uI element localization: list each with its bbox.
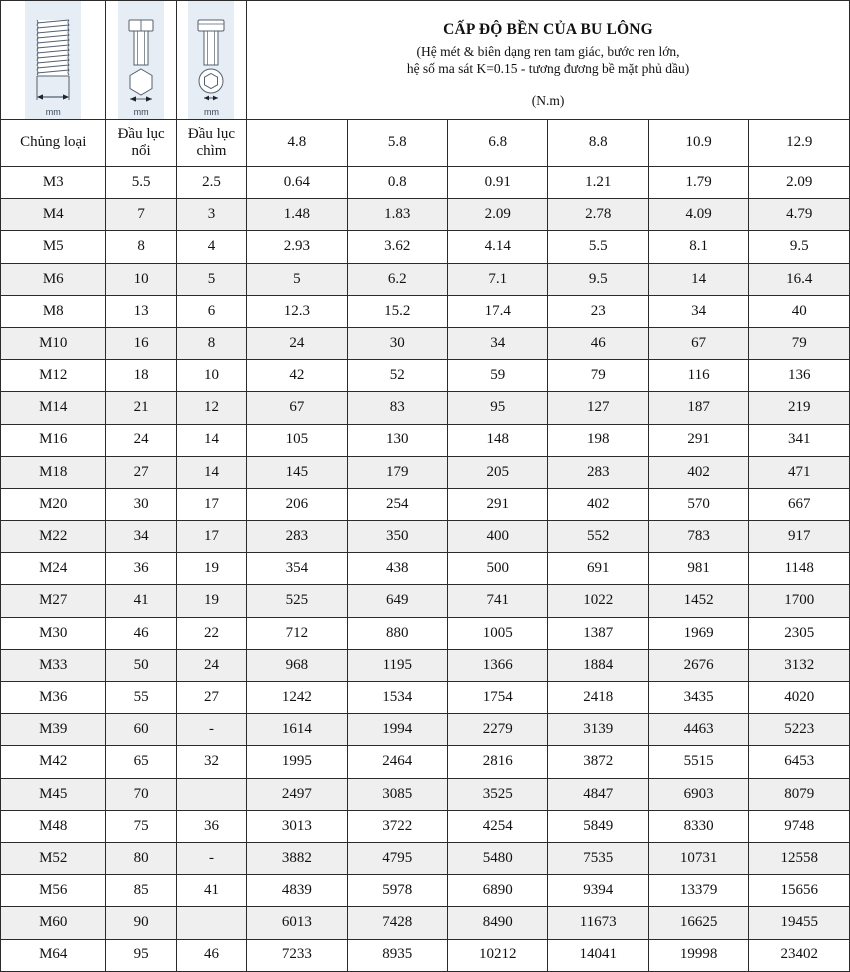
hex-inner-image-panel [188, 1, 234, 119]
table-cell: 4.79 [749, 199, 850, 231]
table-cell: 402 [648, 456, 748, 488]
table-cell: 1.21 [548, 167, 648, 199]
cell-bolt-size: M4 [1, 199, 106, 231]
table-cell: 1005 [448, 617, 548, 649]
table-cell: 1700 [749, 585, 850, 617]
table-cell: 16625 [648, 907, 748, 939]
table-cell: 283 [247, 521, 347, 553]
table-cell: 22 [176, 617, 246, 649]
table-cell: 1.83 [347, 199, 447, 231]
table-row [1, 778, 850, 810]
table-cell: 667 [749, 488, 850, 520]
cell-bolt-size: M52 [1, 842, 106, 874]
table-cell: 67 [247, 392, 347, 424]
table-cell: - [176, 842, 246, 874]
table-cell: 32 [176, 746, 246, 778]
table-cell: 34 [106, 521, 176, 553]
table-cell: 24 [106, 424, 176, 456]
table-cell: 917 [749, 521, 850, 553]
table-cell: 402 [548, 488, 648, 520]
cell-bolt-size: M5 [1, 231, 106, 263]
hex-inner-mm-label: mm [203, 107, 219, 117]
table-cell: 46 [106, 617, 176, 649]
header-hex-outer-line1: Đầu lục [117, 126, 165, 142]
table-cell: 6453 [749, 746, 850, 778]
table-cell: 75 [106, 810, 176, 842]
cell-bolt-size: M30 [1, 617, 106, 649]
table-cell: 8935 [347, 939, 447, 971]
header-hex-outer [106, 120, 176, 167]
table-cell: 3722 [347, 810, 447, 842]
table-cell: 83 [347, 392, 447, 424]
table-cell: 41 [106, 585, 176, 617]
cell-bolt-size: M8 [1, 295, 106, 327]
table-cell: 36 [176, 810, 246, 842]
table-cell: 6903 [648, 778, 748, 810]
cell-bolt-size: M6 [1, 263, 106, 295]
table-cell: 4020 [749, 682, 850, 714]
table-cell: 5.5 [106, 167, 176, 199]
table-cell: 3435 [648, 682, 748, 714]
table-cell: 7535 [548, 842, 648, 874]
table-cell: 12 [176, 392, 246, 424]
table-cell: 36 [106, 553, 176, 585]
cell-bolt-size: M39 [1, 714, 106, 746]
table-cell: 34 [448, 327, 548, 359]
table-cell: 6013 [247, 907, 347, 939]
table-cell: 34 [648, 295, 748, 327]
table-cell: 10 [176, 360, 246, 392]
table-cell: 79 [548, 360, 648, 392]
table-cell: 350 [347, 521, 447, 553]
table-cell: 712 [247, 617, 347, 649]
table-cell: 12.3 [247, 295, 347, 327]
table-cell: 65 [106, 746, 176, 778]
threaded-shaft-icon [30, 17, 76, 107]
table-cell: 0.64 [247, 167, 347, 199]
cell-bolt-size: M45 [1, 778, 106, 810]
table-cell: 13379 [648, 875, 748, 907]
table-cell: 4795 [347, 842, 447, 874]
table-cell: 570 [648, 488, 748, 520]
table-cell: 2676 [648, 649, 748, 681]
table-cell: 13 [106, 295, 176, 327]
cell-bolt-size: M24 [1, 553, 106, 585]
table-cell: 198 [548, 424, 648, 456]
table-cell: 5 [176, 263, 246, 295]
table-cell: 1995 [247, 746, 347, 778]
table-cell: 60 [106, 714, 176, 746]
header-hex-inner-line1: Đầu lục [187, 126, 235, 142]
table-cell: 14 [648, 263, 748, 295]
table-row [1, 746, 850, 778]
table-cell: 981 [648, 553, 748, 585]
table-cell: 2.09 [749, 167, 850, 199]
table-cell [176, 778, 246, 810]
table-cell: 55 [106, 682, 176, 714]
table-cell: 438 [347, 553, 447, 585]
table-cell: 3.62 [347, 231, 447, 263]
table-cell: 21 [106, 392, 176, 424]
table-cell: 11673 [548, 907, 648, 939]
table-cell: 42 [247, 360, 347, 392]
table-cell: 17 [176, 488, 246, 520]
table-cell: 24 [247, 327, 347, 359]
table-cell: 179 [347, 456, 447, 488]
table-cell: 10731 [648, 842, 748, 874]
table-cell: 85 [106, 875, 176, 907]
table-cell: 6 [176, 295, 246, 327]
table-cell: 4254 [448, 810, 548, 842]
table-cell: 8079 [749, 778, 850, 810]
table-cell: 4.14 [448, 231, 548, 263]
cell-bolt-size: M42 [1, 746, 106, 778]
cell-bolt-size: M60 [1, 907, 106, 939]
header-type: Chủng loại [1, 120, 106, 167]
table-row [1, 939, 850, 971]
table-cell: 148 [448, 424, 548, 456]
table-cell: 70 [106, 778, 176, 810]
table-cell: 341 [749, 424, 850, 456]
thread-mm-label: mm [45, 107, 61, 117]
table-row [1, 875, 850, 907]
cell-bolt-size: M3 [1, 167, 106, 199]
table-cell: 67 [648, 327, 748, 359]
table-cell: 145 [247, 456, 347, 488]
table-cell: 90 [106, 907, 176, 939]
table-cell: 23402 [749, 939, 850, 971]
table-cell: 17 [176, 521, 246, 553]
table-cell: 7 [106, 199, 176, 231]
table-cell: 3 [176, 199, 246, 231]
thread-image-panel [25, 1, 81, 119]
table-cell: 0.91 [448, 167, 548, 199]
table-row [1, 327, 850, 359]
table-row [1, 392, 850, 424]
table-cell: 19 [176, 553, 246, 585]
table-cell: 206 [247, 488, 347, 520]
table-cell: 27 [106, 456, 176, 488]
table-cell: 205 [448, 456, 548, 488]
table-cell: 8 [176, 327, 246, 359]
table-cell: 0.8 [347, 167, 447, 199]
cell-bolt-size: M20 [1, 488, 106, 520]
subtitle-line-1: (Hệ mét & biên dạng ren tam giác, bước ren lớn, [416, 44, 680, 60]
table-row [1, 842, 850, 874]
cell-bolt-size: M33 [1, 649, 106, 681]
table-cell: 525 [247, 585, 347, 617]
table-row [1, 714, 850, 746]
table-cell: 7.1 [448, 263, 548, 295]
table-cell: 2816 [448, 746, 548, 778]
table-cell: 783 [648, 521, 748, 553]
table-cell: 7428 [347, 907, 447, 939]
table-cell: 649 [347, 585, 447, 617]
cell-bolt-size: M48 [1, 810, 106, 842]
table-cell: 4463 [648, 714, 748, 746]
table-cell: 24 [176, 649, 246, 681]
table-cell: 4847 [548, 778, 648, 810]
table-cell: 4.09 [648, 199, 748, 231]
table-cell: 1884 [548, 649, 648, 681]
table-cell: 3882 [247, 842, 347, 874]
table-row [1, 585, 850, 617]
table-row [1, 810, 850, 842]
table-cell: 187 [648, 392, 748, 424]
table-cell: 19455 [749, 907, 850, 939]
table-cell: 880 [347, 617, 447, 649]
table-cell: 5 [247, 263, 347, 295]
table-cell: 2497 [247, 778, 347, 810]
table-cell: 41 [176, 875, 246, 907]
cell-bolt-size: M27 [1, 585, 106, 617]
table-cell: 17.4 [448, 295, 548, 327]
table-row [1, 649, 850, 681]
table-cell: 968 [247, 649, 347, 681]
header-hex-inner-line2: chìm [196, 143, 227, 159]
unit-label: (N.m) [531, 93, 565, 109]
header-grade: 5.8 [347, 120, 447, 167]
table-cell: 291 [448, 488, 548, 520]
table-row [1, 424, 850, 456]
cell-bolt-size: M18 [1, 456, 106, 488]
table-cell: 9.5 [749, 231, 850, 263]
header-grade: 4.8 [247, 120, 347, 167]
table-cell: 130 [347, 424, 447, 456]
cell-bolt-size: M12 [1, 360, 106, 392]
table-cell: 741 [448, 585, 548, 617]
header-illustration-row [1, 1, 850, 120]
table-cell: 1242 [247, 682, 347, 714]
table-cell: 6890 [448, 875, 548, 907]
table-cell: 116 [648, 360, 748, 392]
table-cell: 46 [548, 327, 648, 359]
table-cell: 400 [448, 521, 548, 553]
table-cell: 30 [347, 327, 447, 359]
table-cell: 19998 [648, 939, 748, 971]
table-cell: - [176, 714, 246, 746]
table-cell: 27 [176, 682, 246, 714]
hex-head-bolt-icon [121, 17, 161, 107]
socket-head-cap-screw-icon [191, 17, 231, 107]
table-row [1, 167, 850, 199]
table-row [1, 456, 850, 488]
table-cell: 15656 [749, 875, 850, 907]
hex-outer-image-cell [106, 1, 176, 120]
table-cell: 1387 [548, 617, 648, 649]
table-cell: 9394 [548, 875, 648, 907]
table-cell: 3013 [247, 810, 347, 842]
table-row [1, 907, 850, 939]
header-grade: 10.9 [648, 120, 748, 167]
table-cell: 500 [448, 553, 548, 585]
table-cell: 9748 [749, 810, 850, 842]
table-cell: 40 [749, 295, 850, 327]
table-cell: 80 [106, 842, 176, 874]
table-row [1, 682, 850, 714]
table-cell: 3525 [448, 778, 548, 810]
table-cell: 1.48 [247, 199, 347, 231]
table-cell: 1022 [548, 585, 648, 617]
table-cell: 3139 [548, 714, 648, 746]
header-hex-inner [176, 120, 246, 167]
cell-bolt-size: M22 [1, 521, 106, 553]
table-cell: 3872 [548, 746, 648, 778]
table-cell: 354 [247, 553, 347, 585]
table-cell: 3132 [749, 649, 850, 681]
cell-bolt-size: M10 [1, 327, 106, 359]
table-cell: 1.79 [648, 167, 748, 199]
table-row [1, 295, 850, 327]
table-cell: 254 [347, 488, 447, 520]
table-cell: 18 [106, 360, 176, 392]
table-cell: 16.4 [749, 263, 850, 295]
table-cell: 1614 [247, 714, 347, 746]
table-cell: 6.2 [347, 263, 447, 295]
table-cell: 8.1 [648, 231, 748, 263]
table-cell: 5223 [749, 714, 850, 746]
table-cell: 59 [448, 360, 548, 392]
table-cell: 50 [106, 649, 176, 681]
table-cell: 79 [749, 327, 850, 359]
table-cell: 30 [106, 488, 176, 520]
table-cell: 1534 [347, 682, 447, 714]
header-grade: 12.9 [749, 120, 850, 167]
table-cell: 2305 [749, 617, 850, 649]
hex-inner-image-cell [176, 1, 246, 120]
table-cell: 471 [749, 456, 850, 488]
table-cell: 1452 [648, 585, 748, 617]
table-cell: 9.5 [548, 263, 648, 295]
table-cell: 5480 [448, 842, 548, 874]
table-cell: 5.5 [548, 231, 648, 263]
table-cell: 1148 [749, 553, 850, 585]
table-cell: 1969 [648, 617, 748, 649]
table-cell: 95 [106, 939, 176, 971]
table-cell: 5849 [548, 810, 648, 842]
table-row [1, 360, 850, 392]
table-cell: 127 [548, 392, 648, 424]
table-cell: 3085 [347, 778, 447, 810]
table-cell: 10212 [448, 939, 548, 971]
table-cell: 52 [347, 360, 447, 392]
hex-outer-mm-label: mm [133, 107, 149, 117]
table-row [1, 553, 850, 585]
table-cell: 2279 [448, 714, 548, 746]
table-cell: 2.93 [247, 231, 347, 263]
table-cell: 8490 [448, 907, 548, 939]
hex-outer-image-panel [118, 1, 164, 119]
table-cell: 14 [176, 456, 246, 488]
table-cell: 5515 [648, 746, 748, 778]
cell-bolt-size: M56 [1, 875, 106, 907]
table-cell: 5978 [347, 875, 447, 907]
table-cell: 16 [106, 327, 176, 359]
table-cell: 552 [548, 521, 648, 553]
table-cell: 14 [176, 424, 246, 456]
table-cell: 7233 [247, 939, 347, 971]
table-cell [176, 907, 246, 939]
table-row [1, 488, 850, 520]
cell-bolt-size: M16 [1, 424, 106, 456]
table-cell: 219 [749, 392, 850, 424]
table-cell: 12558 [749, 842, 850, 874]
table-cell: 46 [176, 939, 246, 971]
table-cell: 95 [448, 392, 548, 424]
header-grade: 6.8 [448, 120, 548, 167]
table-cell: 1754 [448, 682, 548, 714]
table-row [1, 231, 850, 263]
table-cell: 691 [548, 553, 648, 585]
table-cell: 1195 [347, 649, 447, 681]
header-hex-outer-line2: nổi [131, 143, 151, 159]
table-cell: 2.78 [548, 199, 648, 231]
table-cell: 23 [548, 295, 648, 327]
table-cell: 15.2 [347, 295, 447, 327]
table-cell: 2418 [548, 682, 648, 714]
table-row [1, 617, 850, 649]
subtitle-line-2: hệ số ma sát K=0.15 - tương đương bề mặt phủ dầu) [406, 61, 690, 77]
cell-bolt-size: M36 [1, 682, 106, 714]
table-row [1, 521, 850, 553]
cell-bolt-size: M64 [1, 939, 106, 971]
table-row [1, 263, 850, 295]
table-cell: 4839 [247, 875, 347, 907]
table-cell: 136 [749, 360, 850, 392]
table-row [1, 199, 850, 231]
cell-bolt-size: M14 [1, 392, 106, 424]
table-cell: 4 [176, 231, 246, 263]
table-cell: 2464 [347, 746, 447, 778]
thread-image-cell [1, 1, 106, 120]
table-cell: 8 [106, 231, 176, 263]
table-cell: 10 [106, 263, 176, 295]
table-cell: 8330 [648, 810, 748, 842]
title-block-cell [247, 1, 850, 120]
table-cell: 2.5 [176, 167, 246, 199]
table-cell: 1994 [347, 714, 447, 746]
page-title: CẤP ĐỘ BỀN CỦA BU LÔNG [443, 21, 653, 39]
table-cell: 105 [247, 424, 347, 456]
table-cell: 283 [548, 456, 648, 488]
table-cell: 14041 [548, 939, 648, 971]
table-cell: 1366 [448, 649, 548, 681]
column-header-row [1, 120, 850, 167]
header-grade: 8.8 [548, 120, 648, 167]
table-cell: 2.09 [448, 199, 548, 231]
table-cell: 291 [648, 424, 748, 456]
table-cell: 19 [176, 585, 246, 617]
